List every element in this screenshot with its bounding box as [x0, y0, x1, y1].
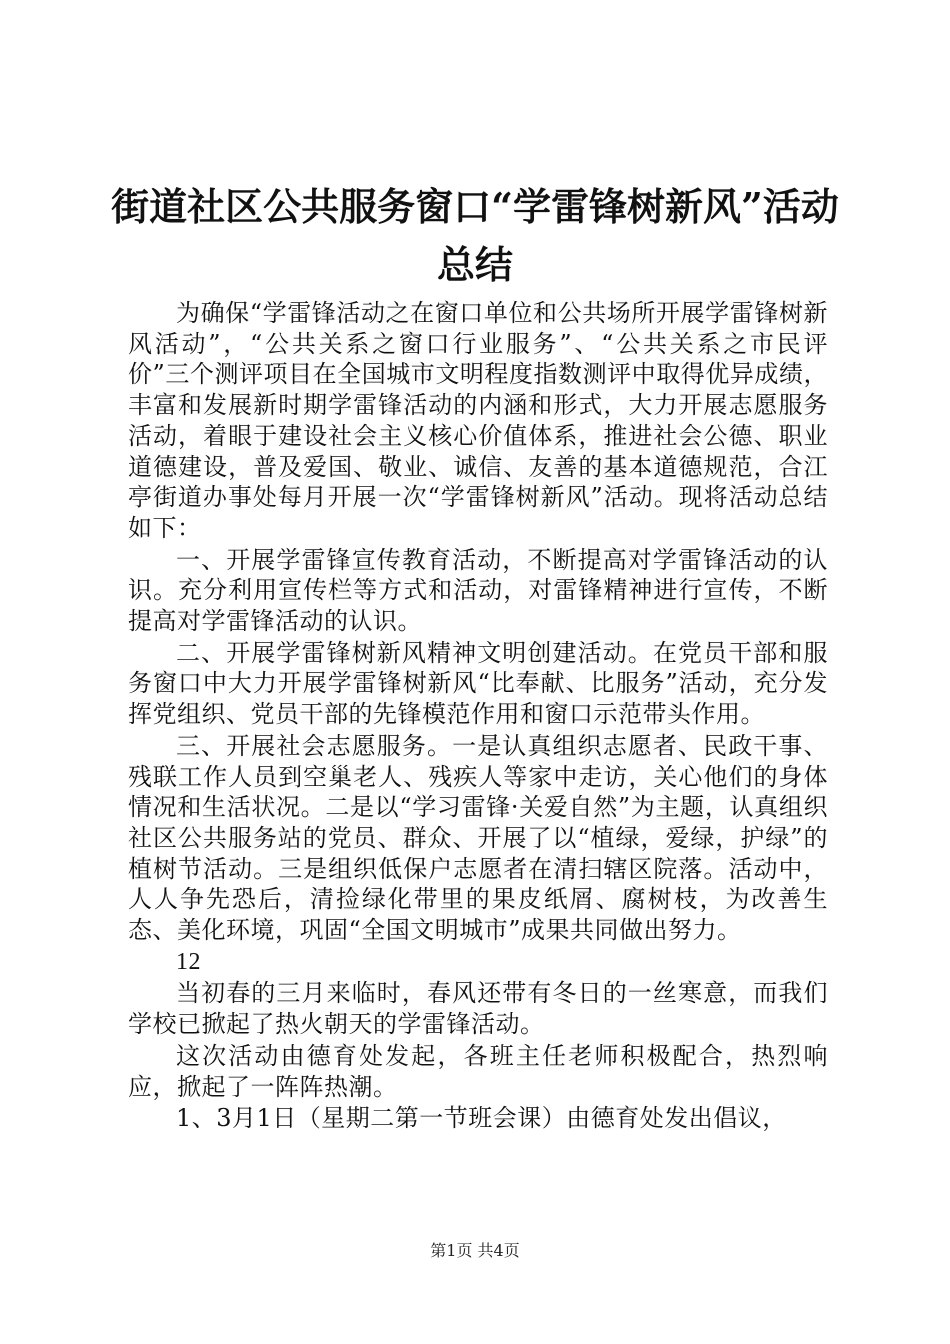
paragraph-spring: 当初春的三月来临时，春风还带有冬日的一丝寒意，而我们学校已掀起了热火朝天的学雷锋活动。: [128, 979, 828, 1039]
document-title-line-2: 总结: [436, 242, 513, 287]
document-body: [128, 298, 828, 1135]
paragraph-number: 12: [176, 948, 201, 975]
paragraph-section-2: 二、开展学雷锋树新风精神文明创建活动。在党员干部和服务窗口中大力开展学雷锋树新风“比奉献、比服务”活动，充分发挥党组织、党员干部的先锋模范作用和窗口示范带头作用。: [128, 638, 828, 729]
page-footer: 第1页 共4页: [430, 1241, 520, 1260]
document-title-line-1: 街道社区公共服务窗口“学雷锋树新风”活动: [111, 184, 839, 229]
paragraph-section-1: 一、开展学雷锋宣传教育活动，不断提高对学雷锋活动的认识。充分利用宣传栏等方式和活动，对雷锋精神进行宣传，不断提高对学雷锋活动的认识。: [128, 545, 828, 636]
paragraph-section-3: 三、开展社会志愿服务。一是认真组织志愿者、民政干事、残联工作人员到空巢老人、残疾人等家中走访，关心他们的身体情况和生活状况。二是以“学习雷锋·关爱自然”为主题，认真组织社区公共服务站的党员、群众、开展了以“植绿，爱绿，护绿”的植树节活动。三是组织低保户志愿者在清扫辖区院落。活动中，人人争先恐后，清捡绿化带里的果皮纸屑、腐树枝，为改善生态、美化环境，巩固“全国文明城市”成果共同做出努力。: [128, 731, 828, 945]
paragraph-intro: 为确保“学雷锋活动之在窗口单位和公共场所开展学雷锋树新风活动”，“公共关系之窗口行业服务”、“公共关系之市民评价”三个测评项目在全国城市文明程度指数测评中取得优异成绩，丰富和发展新时期学雷锋活动的内涵和形式，大力开展志愿服务活动，着眼于建设社会主义核心价值体系，推进社会公德、职业道德建设，普及爱国、敬业、诚信、友善的基本道德规范，合江亭街道办事处每月开展一次“学雷锋树新风”活动。现将活动总结如下：: [128, 299, 828, 542]
paragraph-activity: 这次活动由德育处发起，各班主任老师积极配合，热烈响应，掀起了一阵阵热潮。: [128, 1041, 828, 1101]
paragraph-item-1: 1、3月1日（星期二第一节班会课）由德育处发出倡议，: [176, 1104, 787, 1133]
